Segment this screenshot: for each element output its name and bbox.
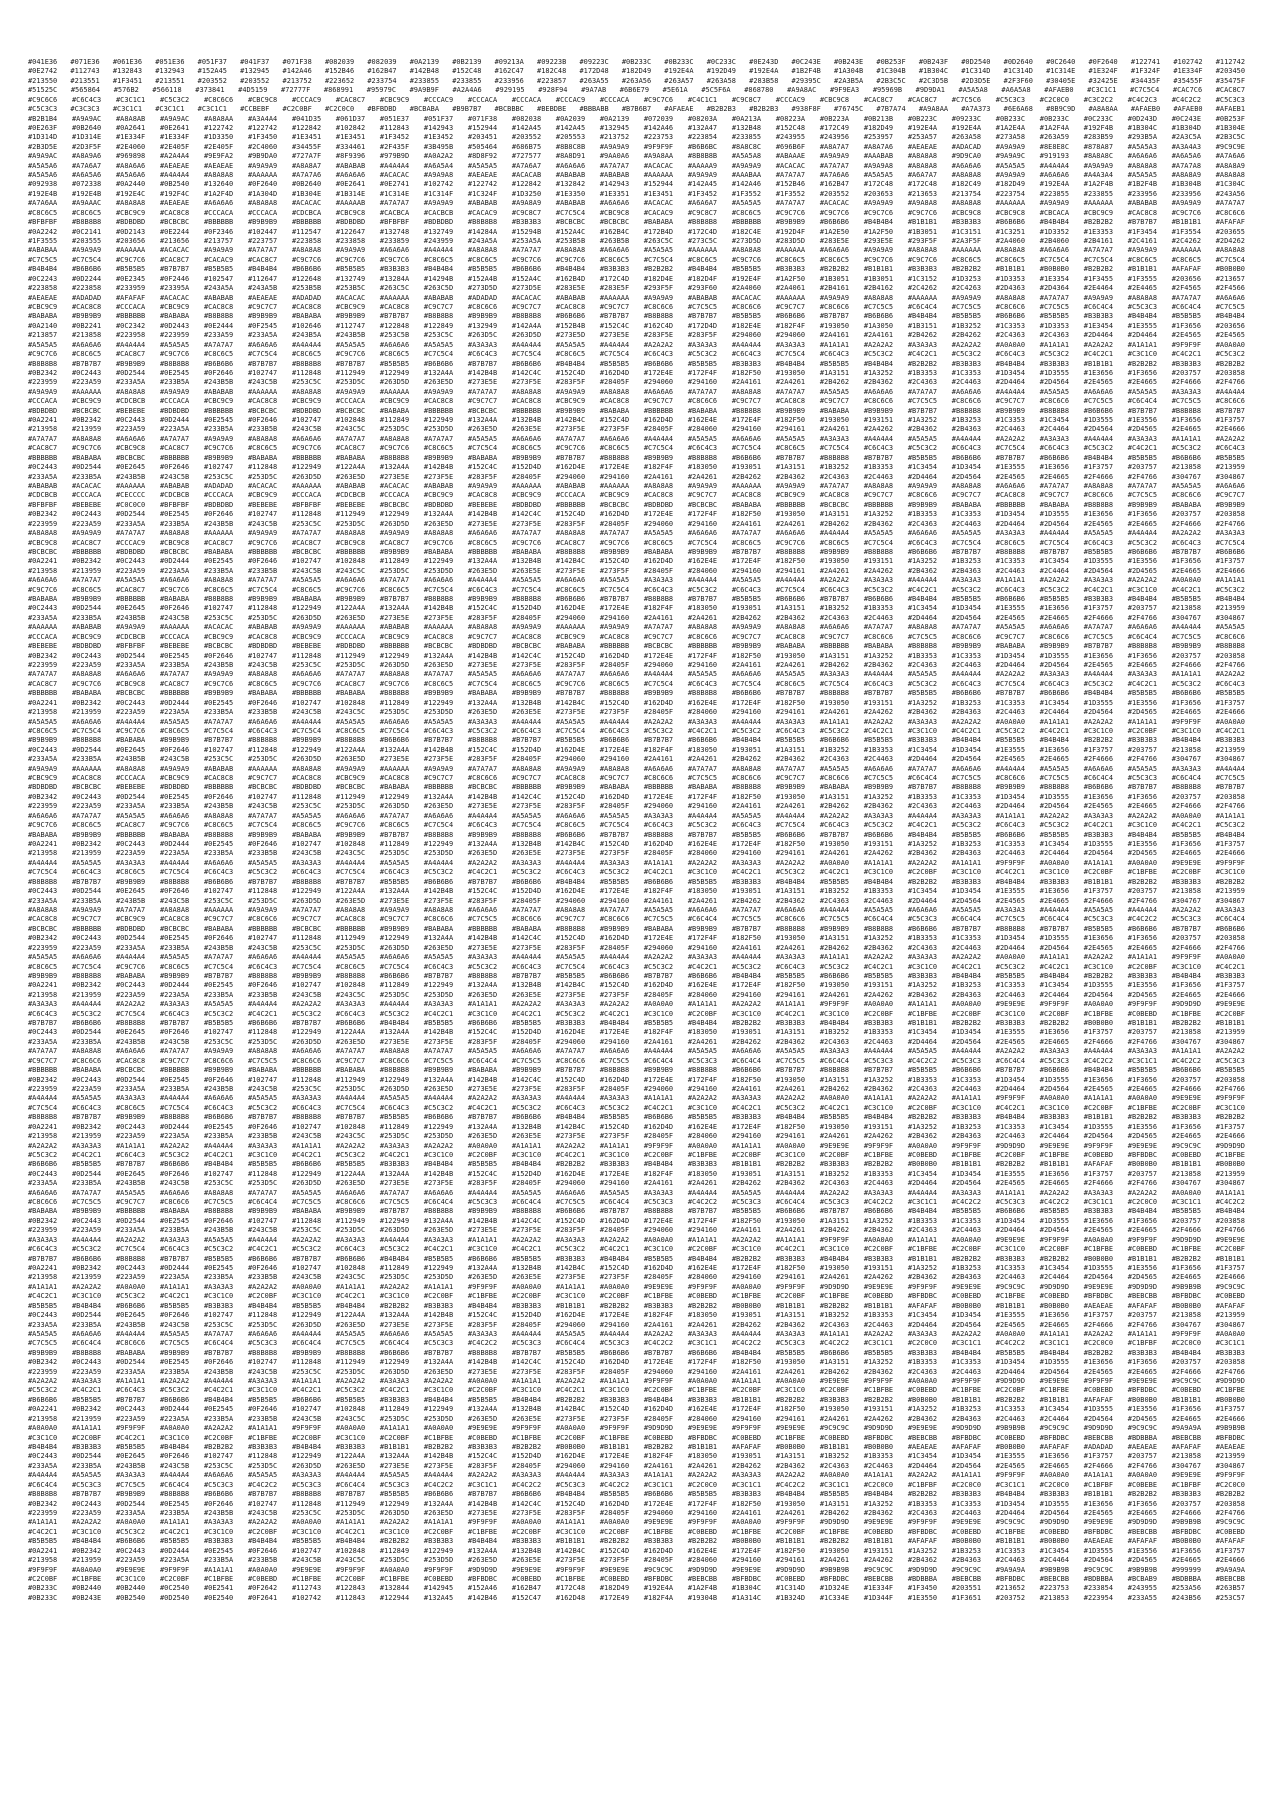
hex-code-line: #C8C6C5 #C7C5C4 #C9C7C6 #C8C6C5 #C7C5C4 #C6C4C3 #C7C5C4 #C8C6C5 #C7C5C4 #C6C4C3 #C5C3C2 #C6C4C3 #C7C5C4 #C6C4C3 #C5C3C2 #C4C2C1 #C5C3C2 #C6C4C3 #C5C3C2 #C4C2C1 #C3C1C0 #C4C2C1 #C5C3C2 #C4C2C1 #C3C1C0 #C2C0BF #C3C1C0 #C4C2C1: [28, 726, 1245, 735]
hex-code-line: #C9C6C6 #C6C4C3 #C3C1C1 #C5C3C2 #C8C6C6 #CBC9C8 #CCCAC9 #CAC8C7 #CBC9C9 #CCCAC9 #CCCACA #CCCACA #CCCAC9 #CCCACA #C9C7C6 #C4C1C1 #C9C8C7 #CCCAC9 #CBC9C8 #CAC8C7 #CAC8C7 #C7C5C6 #C5C3C3 #C2C0C0 #C3C2C2 #C4C2C3 #C4C2C2 #C5C3C3: [28, 95, 1245, 104]
hex-code-line: #223959 #223A59 #233A5A #233B5A #243B5B #243C5B #253C5C #253D5C #263D5D #263E5D #273E5E #273F5E #283F5F #28405F #294060 #294160 #2A4161 #2A4261 #2B4262 #2B4362 #2C4363 #2C4463 #2D4464 #2D4564 #2E4565 #2E4665 #2F4666 #2F4766: [28, 1084, 1245, 1093]
hex-code-line: #B6B6B6 #B5B5B5 #B7B7B7 #B6B6B6 #B4B4B4 #B5B5B5 #B6B6B6 #B5B5B5 #B3B3B3 #B4B4B4 #B5B5B5 #B4B4B4 #B2B2B2 #B3B3B3 #B4B4B4 #B3B3B3 #B1B1B1 #B2B2B2 #B3B3B3 #B2B2B2 #B0B0B0 #B1B1B1 #B2B2B2 #B1B1B1 #AFAFAF #B0B0B0 #B1B1B1 #B0B0B0: [28, 1395, 1245, 1404]
hex-code-line: #C4C2C1 #C3C1C0 #C5C3C2 #C4C2C1 #C3C1C0 #C2C0BF #C3C1C0 #C4C2C1 #C3C1C0 #C2C0BF #C1BFBE #C2C0BF #C3C1C0 #C2C0BF #C1BFBE #C0BEBD #C1BFBE #C2C0BF #C1BFBE #C0BEBD #BFBDBC #C0BEBD #C1BFBE #C0BEBD #BFBDBC #BEBCBB #BFBDBC #C0BEBD: [28, 1527, 1245, 1536]
hex-code-line: #C9C7C6 #C8C6C5 #CAC8C7 #C9C7C6 #C8C6C5 #C7C5C4 #C8C6C5 #C9C7C6 #C8C6C5 #C7C5C4 #C6C4C3 #C7C5C4 #C8C6C5 #C7C5C4 #C6C4C3 #C5C3C2 #C6C4C3 #C7C5C4 #C6C4C3 #C5C3C2 #C4C2C1 #C5C3C2 #C6C4C3 #C5C3C2 #C4C2C1 #C3C1C0 #C4C2C1 #C5C3C2: [28, 821, 1245, 830]
hex-code-line: #C3C1C0 #C2C0BF #C4C2C1 #C3C1C0 #C2C0BF #C1BFBE #C2C0BF #C3C1C0 #C2C0BF #C1BFBE #C0BEBD #C1BFBE #C2C0BF #C1BFBE #C0BEBD #BFBDBC #C0BEBD #C1BFBE #C0BEBD #BFBDBC #BEBCBB #BFBDBC #C0BEBD #BFBDBC #BEBCBB #BDBBBA #BEBCBB #BFBDBC: [28, 1433, 1245, 1442]
hex-code-line: #0B233C #0B2440 #0B2440 #0C2540 #0E2541 #0F2642 #112743 #122843 #132844 #142945 #152A46 #162B47 #172C48 #182D49 #192E4A #1A2F4B #1B304C #1C314D #1D324E #1E334F #1F3450 #203551 #213652 #223753 #233854 #243955 #253A56 #263B57: [28, 1584, 1245, 1593]
hex-code-line: #0C2443 #0D2544 #0E2645 #0F2646 #102747 #112848 #122949 #122A4A #132A4A #142B4B #152C4C #152D4D #162D4E #172E4E #182F4F #183050 #193051 #1A3151 #1B3252 #1B3353 #1C3454 #1D3454 #1E3555 #1E3656 #1F3757 #203757 #213858 #213959: [28, 1028, 1245, 1037]
hex-code-line: #0A2241 #0B2342 #0C2443 #0D2444 #0E2545 #0F2646 #102747 #102848 #112849 #122949 #132A4A #132B4B #142B4C #152C4D #162D4D #162E4E #172E4F #182F50 #193050 #193151 #1A3252 #1B3253 #1C3353 #1C3454 #1D3555 #1E3556 #1F3656 #1F3757: [28, 557, 1245, 566]
hex-code-line: #B4B4B4 #B6B6B6 #B5B5B5 #B7B7B7 #B5B5B5 #B4B4B4 #B6B6B6 #B5B5B5 #B3B3B3 #B4B4B4 #B5B5B5 #B6B6B6 #B4B4B4 #B3B3B3 #B2B2B2 #B4B4B4 #B5B5B5 #B3B3B3 #B2B2B2 #B1B1B1 #B3B3B3 #B2B2B2 #B1B1B1 #B0B0B0 #B2B2B2 #B1B1B1 #AFAFAF #B0B0B0: [28, 265, 1245, 274]
hex-code-line: #A5A5A5 #A6A6A6 #A4A4A4 #A5A5A5 #A7A7A7 #A6A6A6 #A4A4A4 #A5A5A5 #A6A6A6 #A5A5A5 #A3A3A3 #A4A4A4 #A5A5A5 #A4A4A4 #A2A2A2 #A3A3A3 #A4A4A4 #A3A3A3 #A1A1A1 #A2A2A2 #A3A3A3 #A2A2A2 #A0A0A0 #A1A1A1 #A2A2A2 #A1A1A1 #9F9F9F #A0A0A0: [28, 1329, 1245, 1338]
hex-code-line: #0A2241 #0B2342 #0C2443 #0D2444 #0E2545 #0F2646 #102747 #102848 #112849 #122949 #132A4A #132B4B #142B4C #152C4D #162D4D #162E4E #172E4F #182F50 #193050 #193151 #1A3252 #1B3253 #1C3353 #1C3454 #1D3555 #1E3556 #1F3656 #1F3757: [28, 840, 1245, 849]
hex-code-line: #B9B9B9 #B8B8B8 #BABABA #B9B9B9 #B7B7B7 #B8B8B8 #B9B9B9 #B8B8B8 #B6B6B6 #B7B7B7 #B8B8B8 #B7B7B7 #B5B5B5 #B6B6B6 #B7B7B7 #B6B6B6 #B4B4B4 #B5B5B5 #B6B6B6 #B5B5B5 #B3B3B3 #B4B4B4 #B5B5B5 #B4B4B4 #B2B2B2 #B3B3B3 #B4B4B4 #B3B3B3: [28, 1348, 1245, 1357]
hex-code-line: #CAC8C7 #C9C7C6 #CBC9C8 #CAC8C7 #C9C7C6 #C8C6C5 #C9C7C6 #CAC8C7 #C9C7C6 #C8C6C5 #C7C5C4 #C8C6C5 #C9C7C6 #C8C6C5 #C7C5C4 #C6C4C3 #C7C5C4 #C8C6C5 #C7C5C4 #C6C4C3 #C5C3C2 #C6C4C3 #C7C5C4 #C6C4C3 #C5C3C2 #C4C2C1 #C5C3C2 #C6C4C3: [28, 444, 1245, 453]
hex-code-line: #BCBCBC #BBBBBB #BDBDBD #BCBCBC #BABABA #BBBBBB #BCBCBC #BBBBBB #B9B9B9 #BABABA #BBBBBB #BABABA #B8B8B8 #B9B9B9 #BABABA #B9B9B9 #B7B7B7 #B8B8B8 #B9B9B9 #B8B8B8 #B6B6B6 #B7B7B7 #B8B8B8 #B7B7B7 #B5B5B5 #B6B6B6 #B7B7B7 #B6B6B6: [28, 547, 1245, 556]
hex-code-line: #C8C6C5 #C8C6C5 #CBC9C9 #CAC8C8 #CCCACA #CCCACA #CDCBCA #CBC9C8 #CACBCA #CACBCB #CACAC9 #C9C8C7 #C7C5C4 #CBC9C8 #CACAC9 #C9C8C7 #C8C6C5 #C9C7C6 #C9C7C6 #C9C7C6 #C9C7C6 #CBC9C8 #CBC9C8 #CBCACA #CBC9C9 #CAC8C8 #C9C7C6 #C8C6C6: [28, 208, 1245, 217]
hex-code-line: #A6A6A6 #A7A7A7 #A5A5A5 #A6A6A6 #A8A8A8 #A7A7A7 #A5A5A5 #A6A6A6 #A7A7A7 #A6A6A6 #A4A4A4 #A5A5A5 #A6A6A6 #A5A5A5 #A3A3A3 #A4A4A4 #A5A5A5 #A4A4A4 #A2A2A2 #A3A3A3 #A4A4A4 #A3A3A3 #A1A1A1 #A2A2A2 #A3A3A3 #A2A2A2 #A0A0A0 #A1A1A1: [28, 811, 1245, 820]
hex-code-line: #C8C6C6 #C7C5C5 #C9C7C7 #C8C6C6 #C7C5C5 #C6C4C4 #C7C5C5 #C8C6C6 #C7C5C5 #C6C4C4 #C5C3C3 #C6C4C4 #C7C5C5 #C6C4C4 #C5C3C3 #C4C2C2 #C5C3C3 #C6C4C4 #C5C3C3 #C4C2C2 #C3C1C1 #C4C2C2 #C5C3C3 #C4C2C2 #C3C1C1 #C2C0C0 #C3C1C1 #C4C2C2: [28, 1198, 1245, 1207]
hex-code-line: #CBC9C9 #CAC8C8 #CCCACA #CBC9C9 #CAC8C8 #C9C7C7 #CAC8C8 #CBC9C9 #CAC8C8 #C9C7C7 #C8C6C6 #C9C7C7 #CAC8C8 #C9C7C7 #C8C6C6 #C7C5C5 #C8C6C6 #C9C7C7 #C8C6C6 #C7C5C5 #C6C4C4 #C7C5C5 #C8C6C6 #C7C5C5 #C6C4C4 #C5C3C3 #C6C4C4 #C7C5C5: [28, 302, 1245, 311]
hex-code-line: #213958 #213959 #223A59 #223A5A #233B5A #233B5B #243C5B #243C5C #253D5C #253D5D #263E5D #263E5E #273F5E #273F5F #28405F #284060 #294160 #294161 #2A4261 #2A4262 #2B4362 #2B4363 #2C4463 #2C4464 #2D4564 #2D4565 #2E4665 #2E4666: [28, 1556, 1245, 1565]
hex-code-line: #C6C4C3 #C5C3C2 #C7C5C4 #C6C4C3 #C5C3C2 #C4C2C1 #C5C3C2 #C6C4C3 #C5C3C2 #C4C2C1 #C3C1C0 #C4C2C1 #C5C3C2 #C4C2C1 #C3C1C0 #C2C0BF #C3C1C0 #C4C2C1 #C3C1C0 #C2C0BF #C1BFBE #C2C0BF #C3C1C0 #C2C0BF #C1BFBE #C0BEBD #C1BFBE #C2C0BF: [28, 1009, 1245, 1018]
hex-code-line: #0A2241 #0B2342 #0C2443 #0D2444 #0E2545 #0F2646 #102747 #102848 #112849 #122949 #132A4A #132B4B #142B4C #152C4D #162D4D #162E4E #172E4F #182F50 #193050 #193151 #1A3252 #1B3253 #1C3353 #1C3454 #1D3555 #1E3556 #1F3656 #1F3757: [28, 1122, 1245, 1131]
hex-code-line: #A7A7A7 #A8A8A8 #A6A6A6 #A7A7A7 #A9A9A9 #A8A8A8 #A6A6A6 #A7A7A7 #A8A8A8 #A7A7A7 #A5A5A5 #A6A6A6 #A7A7A7 #A6A6A6 #A4A4A4 #A5A5A5 #A6A6A6 #A5A5A5 #A3A3A3 #A4A4A4 #A5A5A5 #A4A4A4 #A2A2A2 #A3A3A3 #A4A4A4 #A3A3A3 #A1A1A1 #A2A2A2: [28, 434, 1245, 443]
hex-code-line: #0C2443 #0D2544 #0E2645 #0F2646 #102747 #112848 #122949 #122A4A #132A4A #142B4B #152C4C #152D4D #162D4E #172E4E #182F4F #183050 #193051 #1A3151 #1B3252 #1B3353 #1C3454 #1D3454 #1E3555 #1E3656 #1F3757 #203757 #213858 #213959: [28, 1452, 1245, 1461]
hex-code-line: #A9A9A9 #AAAAAA #A8A8A8 #A9A9A9 #ABABAB #AAAAAA #A8A8A8 #A9A9A9 #AAAAAA #A9A9A9 #A7A7A7 #A8A8A8 #A9A9A9 #A8A8A8 #A6A6A6 #A7A7A7 #A8A8A8 #A7A7A7 #A5A5A5 #A6A6A6 #A7A7A7 #A6A6A6 #A4A4A4 #A5A5A5 #A6A6A6 #A5A5A5 #A3A3A3 #A4A4A4: [28, 764, 1245, 773]
hex-code-line: #B8B8B8 #B7B7B7 #B9B9B9 #B8B8B8 #B6B6B6 #B7B7B7 #B8B8B8 #B7B7B7 #B5B5B5 #B6B6B6 #B7B7B7 #B6B6B6 #B4B4B4 #B5B5B5 #B6B6B6 #B5B5B5 #B3B3B3 #B4B4B4 #B5B5B5 #B4B4B4 #B2B2B2 #B3B3B3 #B4B4B4 #B3B3B3 #B1B1B1 #B2B2B2 #B3B3B3 #B2B2B2: [28, 1113, 1245, 1122]
hex-code-line: #B8B8B8 #B7B7B7 #B9B9B9 #B8B8B8 #B6B6B6 #B7B7B7 #B8B8B8 #B7B7B7 #B5B5B5 #B6B6B6 #B7B7B7 #B6B6B6 #B4B4B4 #B5B5B5 #B6B6B6 #B5B5B5 #B3B3B3 #B4B4B4 #B5B5B5 #B4B4B4 #B2B2B2 #B3B3B3 #B4B4B4 #B3B3B3 #B1B1B1 #B2B2B2 #B3B3B3 #B2B2B2: [28, 877, 1245, 886]
hex-code-line: #A3A3A3 #A4A4A4 #A2A2A2 #A3A3A3 #A5A5A5 #A4A4A4 #A2A2A2 #A3A3A3 #A4A4A4 #A3A3A3 #A1A1A1 #A2A2A2 #A3A3A3 #A2A2A2 #A0A0A0 #A1A1A1 #A2A2A2 #A1A1A1 #9F9F9F #A0A0A0 #A1A1A1 #A0A0A0 #9E9E9E #9F9F9F #A0A0A0 #9F9F9F #9D9D9D #9E9E9E: [28, 1235, 1245, 1244]
hex-code-line: #B5B5B5 #B4B4B4 #B6B6B6 #B5B5B5 #B3B3B3 #B4B4B4 #B5B5B5 #B4B4B4 #B2B2B2 #B3B3B3 #B4B4B4 #B3B3B3 #B1B1B1 #B2B2B2 #B3B3B3 #B2B2B2 #B0B0B0 #B1B1B1 #B2B2B2 #B1B1B1 #AFAFAF #B0B0B0 #B1B1B1 #B0B0B0 #AEAEAE #AFAFAF #B0B0B0 #AFAFAF: [28, 1537, 1245, 1546]
hex-code-line: #BABABA #B9B9B9 #BBBBBB #BABABA #B8B8B8 #B9B9B9 #BABABA #B9B9B9 #B7B7B7 #B8B8B8 #B9B9B9 #B8B8B8 #B6B6B6 #B7B7B7 #B8B8B8 #B7B7B7 #B5B5B5 #B6B6B6 #B7B7B7 #B6B6B6 #B4B4B4 #B5B5B5 #B6B6B6 #B5B5B5 #B3B3B3 #B4B4B4 #B5B5B5 #B4B4B4: [28, 312, 1245, 321]
hex-code-line: #0B2342 #0C2443 #0D2544 #0E2545 #0F2646 #102747 #112848 #112949 #122949 #132A4A #142B4B #142C4C #152C4D #162D4D #172E4E #172F4F #182F50 #193050 #1A3151 #1A3252 #1B3353 #1C3353 #1D3454 #1D3555 #1E3656 #1F3656 #203757 #203858: [28, 934, 1245, 943]
hex-code-line: #C5C3C2 #C4C2C1 #C6C4C3 #C5C3C2 #C4C2C1 #C3C1C0 #C4C2C1 #C5C3C2 #C4C2C1 #C3C1C0 #C2C0BF #C3C1C0 #C4C2C1 #C3C1C0 #C2C0BF #C1BFBE #C2C0BF #C3C1C0 #C2C0BF #C1BFBE #C0BEBD #C1BFBE #C2C0BF #C1BFBE #C0BEBD #BFBDBC #C0BEBD #C1BFBE: [28, 1150, 1245, 1159]
hex-code-line: #CAC8C8 #C9C7C7 #CBC9C9 #CAC8C8 #C9C7C7 #C8C6C6 #C9C7C7 #CAC8C8 #C9C7C7 #C8C6C6 #C7C5C5 #C8C6C6 #C9C7C7 #C8C6C6 #C7C5C5 #C6C4C4 #C7C5C5 #C8C6C6 #C7C5C5 #C6C4C4 #C5C3C3 #C6C4C4 #C7C5C5 #C6C4C4 #C5C3C3 #C4C2C2 #C5C3C3 #C6C4C4: [28, 915, 1245, 924]
hex-code-line: #CDCBCB #CCCACA #CECCCC #CDCBCB #CCCACA #CBC9C9 #CCCACA #CDCBCB #CCCACA #CBC9C9 #CAC8C8 #CBC9C9 #CCCACA #CBC9C9 #CAC8C8 #C9C7C7 #CAC8C8 #CBC9C9 #CAC8C8 #C9C7C7 #C8C6C6 #C9C7C7 #CAC8C8 #C9C7C7 #C8C6C6 #C7C5C5 #C8C6C6 #C9C7C7: [28, 491, 1245, 500]
hex-color-code-text-block: [28, 58, 1245, 1742]
hex-code-line: #C9C7C7 #C8C6C6 #CAC8C8 #C9C7C7 #C8C6C6 #C7C5C5 #C8C6C6 #C9C7C7 #C8C6C6 #C7C5C5 #C6C4C4 #C7C5C5 #C8C6C6 #C7C5C5 #C6C4C4 #C5C3C3 #C6C4C4 #C7C5C5 #C6C4C4 #C5C3C3 #C4C2C2 #C5C3C3 #C6C4C4 #C5C3C3 #C4C2C2 #C3C1C1 #C4C2C2 #C5C3C3: [28, 1056, 1245, 1065]
hex-code-line: #041E36 #071E36 #061E36 #051E36 #051F37 #041F37 #071F38 #082039 #082039 #0A2139 #0B2139 #09213A #09223B #09223C #0B233C #0B233C #0C233C #0E243D #0C243E #0B243E #0B253F #0B243F #0D2540 #0D2640 #0C2640 #0F2640 #122741 #102742 #112742: [28, 58, 1245, 66]
hex-code-line: #233A5A #233B5A #243B5B #243C5B #253C5C #253D5C #263D5D #263E5D #273E5E #273F5E #283F5F #28405F #294060 #294160 #2A4161 #2A4261 #2B4262 #2B4362 #2C4363 #2C4463 #2D4464 #2D4564 #2E4565 #2E4665 #2F4666 #2F4766 #304767 #304867: [28, 472, 1245, 481]
hex-code-line: #A5A5A6 #A6A5A6 #A5A6A6 #A4A4A4 #A8A8A8 #AAAAAA #A7A7A6 #A6A6A6 #ACACAC #A9A9A8 #AEAEAE #ACACAB #ABABAB #ABABAB #AAAAAA #A9A9A9 #AAABAA #A7A7A7 #A7A6A6 #A5A5A5 #A6A7A7 #A8A8A8 #A9A9A9 #A6A6A6 #A4A3A4 #A5A5A5 #A8A8A9 #A8A8A8: [28, 171, 1245, 180]
hex-code-line: #BABABA #B9B9B9 #BBBBBB #BABABA #B8B8B8 #B9B9B9 #BABABA #B9B9B9 #B7B7B7 #B8B8B8 #B9B9B9 #B8B8B8 #B6B6B6 #B7B7B7 #B8B8B8 #B7B7B7 #B5B5B5 #B6B6B6 #B7B7B7 #B6B6B6 #B4B4B4 #B5B5B5 #B6B6B6 #B5B5B5 #B3B3B3 #B4B4B4 #B5B5B5 #B4B4B4: [28, 595, 1245, 604]
hex-code-line: #223959 #223A59 #233A5A #233B5A #243B5B #243C5B #253C5C #253D5C #263D5D #263E5D #273E5E #273F5E #283F5F #28405F #294060 #294160 #2A4161 #2A4261 #2B4262 #2B4362 #2C4363 #2C4463 #2D4464 #2D4564 #2E4565 #2E4665 #2F4666 #2F4766: [28, 1226, 1245, 1235]
hex-code-line: #0A2242 #0C2141 #0D2143 #0E2244 #0F2346 #102447 #112547 #122647 #132748 #132749 #14284A #15294B #152A4C #162B4C #172B4D #172C4D #182C4E #192D4F #1A2E50 #1A2F50 #1B3051 #1C3151 #1C3251 #1D3352 #1E3353 #1F3454 #1F3554 #203655: [28, 227, 1245, 236]
hex-code-line: #BBBBBB #BABABA #BCBCBC #BBBBBB #B9B9B9 #BABABA #BBBBBB #BABABA #B8B8B8 #B9B9B9 #BABABA #B9B9B9 #B7B7B7 #B8B8B8 #B9B9B9 #B8B8B8 #B6B6B6 #B7B7B7 #B8B8B8 #B7B7B7 #B5B5B5 #B6B6B6 #B7B7B7 #B6B6B6 #B4B4B4 #B5B5B5 #B6B6B6 #B5B5B5: [28, 453, 1245, 462]
hex-code-line: #192E4B #192E4B #192E4C #192F4C #1A2F4D #1A304D #1B304E #1B314E #1C314E #1C314F #1C324F #1D3250 #1E3350 #1E3351 #1E3451 #1F3452 #1F3552 #1F3552 #203552 #203653 #213653 #213754 #223754 #223855 #233855 #233956 #233956 #243A56: [28, 189, 1245, 198]
hex-code-line: #223959 #223A59 #233A5A #233B5A #243B5B #243C5B #253C5C #253D5C #263D5D #263E5D #273E5E #273F5E #283F5F #28405F #294060 #294160 #2A4161 #2A4261 #2B4262 #2B4362 #2C4363 #2C4463 #2D4464 #2D4564 #2E4565 #2E4665 #2F4666 #2F4766: [28, 943, 1245, 952]
hex-code-line: #A8A8A8 #A9A9A9 #A7A7A7 #A8A8A8 #AAAAAA #A9A9A9 #A7A7A7 #A8A8A8 #A9A9A9 #A8A8A8 #A6A6A6 #A7A7A7 #A8A8A8 #A7A7A7 #A5A5A5 #A6A6A6 #A7A7A7 #A6A6A6 #A4A4A4 #A5A5A5 #A6A6A6 #A5A5A5 #A3A3A3 #A4A4A4 #A5A5A5 #A4A4A4 #A2A2A2 #A3A3A3: [28, 529, 1245, 538]
hex-code-line: #0B2342 #0C2443 #0D2544 #0E2545 #0F2646 #102747 #112848 #112949 #122949 #132A4A #142B4B #142C4C #152C4D #162D4D #172E4E #172F4F #182F50 #193050 #1A3151 #1A3252 #1B3353 #1C3353 #1D3454 #1D3555 #1E3656 #1F3656 #203757 #203858: [28, 1499, 1245, 1508]
hex-code-line: #CBC9C8 #CAC8C7 #CCCAC9 #CBC9C8 #CAC8C7 #C9C7C6 #CAC8C7 #CBC9C8 #CAC8C7 #C9C7C6 #C8C6C5 #C9C7C6 #CAC8C7 #C9C7C6 #C8C6C5 #C7C5C4 #C8C6C5 #C9C7C6 #C8C6C5 #C7C5C4 #C6C4C3 #C7C5C4 #C8C6C5 #C7C5C4 #C6C4C3 #C5C3C2 #C6C4C3 #C7C5C4: [28, 538, 1245, 547]
hex-code-line: #213857 #213858 #223958 #223959 #233A59 #233A5A #243B5A #243B5B #253C5B #253C5C #263D5C #263D5D #273E5D #273E5E #283F5E #283F5F #294060 #294060 #2A4161 #2A4161 #2B4262 #2B4262 #2C4363 #2C4363 #2D4464 #2D4464 #2E4565 #2E4565: [28, 331, 1245, 340]
hex-code-line: #223959 #223A59 #233A5A #233B5A #243B5B #243C5B #253C5C #253D5C #263D5D #263E5D #273E5E #273F5E #283F5F #28405F #294060 #294160 #2A4161 #2A4261 #2B4262 #2B4362 #2C4363 #2C4463 #2D4464 #2D4564 #2E4565 #2E4665 #2F4666 #2F4766: [28, 1367, 1245, 1376]
hex-code-line: #1F3555 #203555 #203656 #213656 #213757 #223757 #223858 #233858 #233859 #243959 #243A5A #253A5A #253B5B #263B5B #263C5C #273C5C #273D5D #283D5D #283E5E #293E5E #293F5F #2A3F5F #2A4060 #2B4060 #2B4161 #2C4161 #2C4262 #2D4262: [28, 237, 1245, 246]
hex-code-line: #C2C0BF #C1BFBE #C3C1C0 #C2C0BF #C1BFBE #C0BEBD #C1BFBE #C2C0BF #C1BFBE #C0BEBD #BFBDBC #C0BEBD #C1BFBE #C0BEBD #BFBDBC #BEBCBB #BFBDBC #C0BEBD #BFBDBC #BEBCBB #BDBBBA #BEBCBB #BFBDBC #BEBCBB #BDBBBA #BCBAB9 #BDBBBA #BEBCBB: [28, 1574, 1245, 1583]
hex-code-line: #BCBCBC #BBBBBB #BDBDBD #BCBCBC #BABABA #BBBBBB #BCBCBC #BBBBBB #B9B9B9 #BABABA #BBBBBB #BABABA #B8B8B8 #B9B9B9 #BABABA #B9B9B9 #B7B7B7 #B8B8B8 #B9B9B9 #B8B8B8 #B6B6B6 #B7B7B7 #B8B8B8 #B7B7B7 #B5B5B5 #B6B6B6 #B7B7B7 #B6B6B6: [28, 924, 1245, 933]
hex-code-line: #0A2241 #0B2342 #0C2443 #0D2444 #0E2545 #0F2646 #102747 #102848 #112849 #122949 #132A4A #132B4B #142B4C #152C4D #162D4D #162E4E #172E4F #182F50 #193050 #193151 #1A3252 #1B3253 #1C3353 #1C3454 #1D3555 #1E3556 #1F3656 #1F3757: [28, 1405, 1245, 1414]
hex-code-line: #213958 #213959 #223A59 #223A5A #233B5A #233B5B #243C5B #243C5C #253D5C #253D5D #263E5D #263E5E #273F5E #273F5F #28405F #284060 #294160 #294161 #2A4261 #2A4262 #2B4362 #2B4363 #2C4463 #2C4464 #2D4564 #2D4565 #2E4665 #2E4666: [28, 1132, 1245, 1141]
hex-code-line: #0B2342 #0C2443 #0D2544 #0E2545 #0F2646 #102747 #112848 #112949 #122949 #132A4A #142B4B #142C4C #152C4D #162D4D #172E4E #172F4F #182F50 #193050 #1A3151 #1A3252 #1B3353 #1C3353 #1D3454 #1D3555 #1E3656 #1F3656 #203757 #203858: [28, 651, 1245, 660]
hex-code-line: #0C2243 #0D2244 #0E2345 #0F2446 #102547 #112647 #122648 #132749 #13284A #14294B #152A4B #152A4C #162B4D #172C4D #182D4E #182D4F #192E4F #1A2F50 #1B3051 #1B3051 #1C3152 #1D3253 #1D3353 #1E3354 #1F3455 #1F3555 #203656 #213657: [28, 274, 1245, 283]
hex-code-line: #A9A9AC #A8A9A6 #969898 #A2A4A4 #9E9FA2 #9B9DA0 #727A7F #8F9396 #979B9D #A0A2A2 #8D8F92 #727577 #8A8D91 #9AA0A6 #A9A8AA #8B8B8B #A5A5A8 #ABAAAE #A9A9A9 #AAABAB #A8A8A8 #9D9CA0 #9A9A9C #919193 #8A8A8C #A6A6A6 #A6A5A6 #A7A6A6: [28, 152, 1245, 161]
hex-code-line: #213958 #213959 #223A59 #223A5A #233B5A #233B5B #243C5B #243C5C #253D5C #253D5D #263E5D #263E5E #273F5E #273F5F #28405F #284060 #294160 #294161 #2A4261 #2A4262 #2B4362 #2B4363 #2C4463 #2C4464 #2D4564 #2D4565 #2E4665 #2E4666: [28, 708, 1245, 717]
hex-code-line: #A3A3A3 #A4A4A4 #A2A2A2 #A3A3A3 #A5A5A5 #A4A4A4 #A2A2A2 #A3A3A3 #A4A4A4 #A3A3A3 #A1A1A1 #A2A2A2 #A3A3A3 #A2A2A2 #A0A0A0 #A1A1A1 #A2A2A2 #A1A1A1 #9F9F9F #A0A0A0 #A1A1A1 #A0A0A0 #9E9E9E #9F9F9F #A0A0A0 #9F9F9F #9D9D9D #9E9E9E: [28, 1000, 1245, 1009]
hex-code-line: #213958 #213959 #223A59 #223A5A #233B5A #233B5B #243C5B #243C5C #253D5C #253D5D #263E5D #263E5E #273F5E #273F5F #28405F #284060 #294160 #294161 #2A4261 #2A4262 #2B4362 #2B4363 #2C4463 #2C4464 #2D4564 #2D4565 #2E4665 #2E4666: [28, 1273, 1245, 1282]
hex-code-line: #BABABA #B9B9B9 #BBBBBB #BABABA #B8B8B8 #B9B9B9 #BABABA #B9B9B9 #B7B7B7 #B8B8B8 #B9B9B9 #B8B8B8 #B6B6B6 #B7B7B7 #B8B8B8 #B7B7B7 #B5B5B5 #B6B6B6 #B7B7B7 #B6B6B6 #B4B4B4 #B5B5B5 #B6B6B6 #B5B5B5 #B3B3B3 #B4B4B4 #B5B5B5 #B4B4B4: [28, 1207, 1245, 1216]
hex-code-line: #B4B4B4 #B3B3B3 #B5B5B5 #B4B4B4 #B2B2B2 #B3B3B3 #B4B4B4 #B3B3B3 #B1B1B1 #B2B2B2 #B3B3B3 #B2B2B2 #B0B0B0 #B1B1B1 #B2B2B2 #B1B1B1 #AFAFAF #B0B0B0 #B1B1B1 #B0B0B0 #AEAEAE #AFAFAF #B0B0B0 #AFAFAF #ADADAD #AEAEAE #AFAFAF #AEAEAE: [28, 1443, 1245, 1452]
hex-code-line: #223959 #223A59 #233A5A #233B5A #243B5B #243C5B #253C5C #253D5C #263D5D #263E5D #273E5E #273F5E #283F5F #28405F #294060 #294160 #2A4161 #2A4261 #2B4262 #2B4362 #2C4363 #2C4463 #2D4464 #2D4564 #2E4565 #2E4665 #2F4666 #2F4766: [28, 378, 1245, 387]
hex-code-line: #0B233C #0B243E #0B2540 #0D2540 #0E2540 #0F2641 #102742 #112843 #122944 #132A45 #142B46 #152C47 #162D48 #172E49 #182F4A #19304B #1A314C #1B324D #1C334E #1D344F #1E3550 #1F3651 #203752 #213853 #223954 #233A55 #243B56 #253C57: [28, 1593, 1245, 1602]
hex-code-line: #0E263F #0B2640 #0A2641 #0E2641 #122742 #122742 #122842 #102842 #112843 #142943 #152944 #142A45 #142A45 #132945 #142A46 #132A47 #132B48 #152C48 #172C49 #182D49 #192E4A #192E4A #1A2E4A #1A2F4A #192F4B #1B304C #1B304D #1B304E: [28, 123, 1245, 132]
hex-code-line: #B6B6B6 #B5B5B5 #B7B7B7 #B6B6B6 #B4B4B4 #B5B5B5 #B6B6B6 #B5B5B5 #B3B3B3 #B4B4B4 #B5B5B5 #B4B4B4 #B2B2B2 #B3B3B3 #B4B4B4 #B3B3B3 #B1B1B1 #B2B2B2 #B3B3B3 #B2B2B2 #B0B0B0 #B1B1B1 #B2B2B2 #B1B1B1 #AFAFAF #B0B0B0 #B1B1B1 #B0B0B0: [28, 1160, 1245, 1169]
hex-code-line: #0E2742 #112743 #132843 #132943 #152A45 #132945 #142A46 #152B46 #162B47 #142B48 #152C48 #162C47 #182C48 #172D48 #182D49 #192E4A #192D49 #192E4A #1B2F4B #1A304B #1C304B #1B304C #1C314D #1C314D #1C314E #1E324F #1F324F #1E334F #203450: [28, 67, 1245, 76]
hex-code-line: #A2A2A2 #A3A3A3 #A1A1A1 #A2A2A2 #A4A4A4 #A3A3A3 #A1A1A1 #A2A2A2 #A3A3A3 #A2A2A2 #A0A0A0 #A1A1A1 #A2A2A2 #A1A1A1 #9F9F9F #A0A0A0 #A1A1A1 #A0A0A0 #9E9E9E #9F9F9F #A0A0A0 #9F9F9F #9D9D9D #9E9E9E #9F9F9F #9E9E9E #9C9C9C #9D9D9D: [28, 1141, 1245, 1150]
hex-code-line: #CCCACA #CBC9C9 #CDCBCB #CCCACA #CBC9C9 #CAC8C8 #CBC9C9 #CCCACA #CBC9C9 #CAC8C8 #C9C7C7 #CAC8C8 #CBC9C9 #CAC8C8 #C9C7C7 #C8C6C6 #C9C7C7 #CAC8C8 #C9C7C7 #C8C6C6 #C7C5C5 #C8C6C6 #C9C7C7 #C8C6C6 #C7C5C5 #C6C4C4 #C7C5C5 #C8C6C6: [28, 397, 1245, 406]
hex-code-line: #BFBFBF #B8B8B8 #BDBDBD #BCBCBC #BBBBBB #B9B9B9 #BBBBBB #BDBDBD #BFBFBF #BDBDBD #B8B8B8 #B3B3B3 #BCBCBC #BCBCBC #BABABA #B8B8B8 #BBBBBB #B9B9B9 #B6B6B6 #B4B4B4 #B1B1B1 #B3B3B3 #B6B6B6 #B4B4B4 #B2B2B2 #B7B7B7 #B1B1B1 #AFAFAF: [28, 218, 1245, 227]
hex-code-line: #C9C7C6 #C8C6C5 #CAC8C7 #C9C7C6 #C8C6C5 #C7C5C4 #C8C6C5 #C9C7C6 #C8C6C5 #C7C5C4 #C6C4C3 #C7C5C4 #C8C6C5 #C7C5C4 #C6C4C3 #C5C3C2 #C6C4C3 #C7C5C4 #C6C4C3 #C5C3C2 #C4C2C1 #C5C3C2 #C6C4C3 #C5C3C2 #C4C2C1 #C3C1C0 #C4C2C1 #C5C3C2: [28, 585, 1245, 594]
hex-code-line: #A6A6A6 #A7A7A7 #A5A5A5 #A6A6A6 #A8A8A8 #A7A7A7 #A5A5A5 #A6A6A6 #A7A7A7 #A6A6A6 #A4A4A4 #A5A5A5 #A6A6A6 #A5A5A5 #A3A3A3 #A4A4A4 #A5A5A5 #A4A4A4 #A2A2A2 #A3A3A3 #A4A4A4 #A3A3A3 #A1A1A1 #A2A2A2 #A3A3A3 #A2A2A2 #A0A0A0 #A1A1A1: [28, 576, 1245, 585]
hex-code-line: #B9B9B9 #B8B8B8 #BABABA #B9B9B9 #B7B7B7 #B8B8B8 #B9B9B9 #B8B8B8 #B6B6B6 #B7B7B7 #B8B8B8 #B7B7B7 #B5B5B5 #B6B6B6 #B7B7B7 #B6B6B6 #B4B4B4 #B5B5B5 #B6B6B6 #B5B5B5 #B3B3B3 #B4B4B4 #B5B5B5 #B4B4B4 #B2B2B2 #B3B3B3 #B4B4B4 #B3B3B3: [28, 971, 1245, 980]
hex-code-line: #213958 #213959 #223A59 #223A5A #233B5A #233B5B #243C5B #243C5C #253D5C #253D5D #263E5D #263E5E #273F5E #273F5F #28405F #284060 #294160 #294161 #2A4261 #2A4262 #2B4362 #2B4363 #2C4463 #2C4464 #2D4564 #2D4565 #2E4665 #2E4666: [28, 566, 1245, 575]
hex-code-line: #0B2342 #0C2443 #0D2544 #0E2545 #0F2646 #102747 #112848 #112949 #122949 #132A4A #142B4B #142C4C #152C4D #162D4D #172E4E #172F4F #182F50 #193050 #1A3151 #1A3252 #1B3353 #1C3353 #1D3454 #1D3555 #1E3656 #1F3656 #203757 #203858: [28, 510, 1245, 519]
hex-code-line: #A1A1A1 #A2A2A2 #A0A0A0 #A1A1A1 #A3A3A3 #A2A2A2 #A0A0A0 #A1A1A1 #A2A2A2 #A1A1A1 #9F9F9F #A0A0A0 #A1A1A1 #A0A0A0 #9E9E9E #9F9F9F #A0A0A0 #9F9F9F #9D9D9D #9E9E9E #9F9F9F #9E9E9E #9C9C9C #9D9D9D #9E9E9E #9D9D9D #9B9B9B #9C9C9C: [28, 1282, 1245, 1291]
hex-code-line: #233A5A #233B5A #243B5B #243C5B #253C5C #253D5C #263D5D #263E5D #273E5E #273F5E #283F5F #28405F #294060 #294160 #2A4161 #2A4261 #2B4262 #2B4362 #2C4363 #2C4463 #2D4464 #2D4564 #2E4565 #2E4665 #2F4666 #2F4766 #304767 #304867: [28, 755, 1245, 764]
hex-code-line: #A4A4A4 #A5A5A5 #A3A3A3 #A4A4A4 #A6A6A6 #A5A5A5 #A3A3A3 #A4A4A4 #A5A5A5 #A4A4A4 #A2A2A2 #A3A3A3 #A4A4A4 #A3A3A3 #A1A1A1 #A2A2A2 #A3A3A3 #A2A2A2 #A0A0A0 #A1A1A1 #A2A2A2 #A1A1A1 #9F9F9F #A0A0A0 #A1A1A1 #A0A0A0 #9E9E9E #9F9F9F: [28, 1094, 1245, 1103]
hex-code-line: #0C2443 #0D2544 #0E2645 #0F2646 #102747 #112848 #122949 #122A4A #132A4A #142B4B #152C4C #152D4D #162D4E #172E4E #182F4F #183050 #193051 #1A3151 #1B3252 #1B3353 #1C3454 #1D3454 #1E3555 #1E3656 #1F3757 #203757 #213858 #213959: [28, 604, 1245, 613]
hex-code-line: #B2B1B4 #A9A9AC #A8A8AB #A9A9AC #A8A8AA #A3A4A4 #041D35 #061D37 #051E37 #051F37 #071F38 #082038 #0A2039 #0A2139 #072039 #08203A #0A213A #08223A #0B223A #0B213B #0B223C #09233C #0B233C #0B233C #0C233C #0D243D #0C243E #0B253F: [28, 114, 1245, 123]
hex-code-line: #0C2443 #0D2544 #0E2645 #0F2646 #102747 #112848 #122949 #122A4A #132A4A #142B4B #152C4C #152D4D #162D4E #172E4E #182F4F #183050 #193051 #1A3151 #1B3252 #1B3353 #1C3454 #1D3454 #1E3555 #1E3656 #1F3757 #203757 #213858 #213959: [28, 1169, 1245, 1178]
hex-code-line: #223959 #223A59 #233A5A #233B5A #243B5B #243C5B #253C5C #253D5C #263D5D #263E5D #273E5E #273F5E #283F5F #28405F #294060 #294160 #2A4161 #2A4261 #2B4262 #2B4362 #2C4363 #2C4463 #2D4464 #2D4564 #2E4565 #2E4665 #2F4666 #2F4766: [28, 661, 1245, 669]
hex-code-line: #213550 #213551 #1F3451 #213551 #203552 #203552 #213752 #223652 #233754 #233855 #233855 #233956 #223857 #263A55 #263A56 #263A57 #263A58 #283B58 #29395C #2A3B5A #2B3C5C #2C3D5B #2D3D5E #2F3F60 #30405E #32425E #34435F #35455F #35475F: [28, 76, 1245, 85]
hex-code-line: #BBBBBB #BABABA #BCBCBC #BBBBBB #B9B9B9 #BABABA #BBBBBB #BABABA #B8B8B8 #B9B9B9 #BABABA #B9B9B9 #B7B7B7 #B8B8B8 #B9B9B9 #B8B8B8 #B6B6B6 #B7B7B7 #B8B8B8 #B7B7B7 #B5B5B5 #B6B6B6 #B7B7B7 #B6B6B6 #B4B4B4 #B5B5B5 #B6B6B6 #B5B5B5: [28, 1066, 1245, 1075]
hex-code-line: #BFBFBF #BEBEBE #C0C0C0 #BFBFBF #BDBDBD #BEBEBE #BFBFBF #BEBEBE #BCBCBC #BDBDBD #BEBEBE #BDBDBD #BBBBBB #BCBCBC #BDBDBD #BCBCBC #BABABA #BBBBBB #BCBCBC #BBBBBB #B9B9B9 #BABABA #BBBBBB #BABABA #B8B8B8 #B9B9B9 #BABABA #B9B9B9: [28, 500, 1245, 509]
hex-code-line: #0B2342 #0C2443 #0D2544 #0E2545 #0F2646 #102747 #112848 #112949 #122949 #132A4A #142B4B #142C4C #152C4D #162D4D #172E4E #172F4F #182F50 #193050 #1A3151 #1A3252 #1B3353 #1C3353 #1D3454 #1D3555 #1E3656 #1F3656 #203757 #203858: [28, 1216, 1245, 1225]
hex-code-line: #A4A4A4 #A5A5A5 #A3A3A3 #A4A4A4 #A6A6A6 #A5A5A5 #A3A3A3 #A4A4A4 #A5A5A5 #A4A4A4 #A2A2A2 #A3A3A3 #A4A4A4 #A3A3A3 #A1A1A1 #A2A2A2 #A3A3A3 #A2A2A2 #A0A0A0 #A1A1A1 #A2A2A2 #A1A1A1 #9F9F9F #A0A0A0 #A1A1A1 #A0A0A0 #9E9E9E #9F9F9F: [28, 1471, 1245, 1480]
hex-code-line: #233A5A #233B5A #243B5B #243C5B #253C5C #253D5C #263D5D #263E5D #273E5E #273F5E #283F5F #28405F #294060 #294160 #2A4161 #2A4261 #2B4262 #2B4362 #2C4363 #2C4463 #2D4464 #2D4564 #2E4565 #2E4665 #2F4666 #2F4766 #304767 #304867: [28, 613, 1245, 622]
hex-code-line: #0A2241 #0B2342 #0C2443 #0D2444 #0E2545 #0F2646 #102747 #102848 #112849 #122949 #132A4A #132B4B #142B4C #152C4D #162D4D #162E4E #172E4F #182F50 #193050 #193151 #1A3252 #1B3253 #1C3353 #1C3454 #1D3555 #1E3556 #1F3656 #1F3757: [28, 416, 1245, 425]
hex-code-line: #C7C5C4 #C6C4C3 #C8C6C5 #C7C5C4 #C6C4C3 #C5C3C2 #C6C4C3 #C7C5C4 #C6C4C3 #C5C3C2 #C4C2C1 #C5C3C2 #C6C4C3 #C5C3C2 #C4C2C1 #C3C1C0 #C4C2C1 #C5C3C2 #C4C2C1 #C3C1C0 #C2C0BF #C3C1C0 #C4C2C1 #C3C1C0 #C2C0BF #C1BFBE #C2C0BF #C3C1C0: [28, 868, 1245, 877]
hex-code-line: #233A5A #233B5A #243B5B #243C5B #253C5C #253D5C #263D5D #263E5D #273E5E #273F5E #283F5F #28405F #294060 #294160 #2A4161 #2A4261 #2B4262 #2B4362 #2C4363 #2C4463 #2D4464 #2D4564 #2E4565 #2E4665 #2F4666 #2F4766 #304767 #304867: [28, 896, 1245, 905]
hex-code-line: #0C2443 #0D2544 #0E2645 #0F2646 #102747 #112848 #122949 #122A4A #132A4A #142B4B #152C4C #152D4D #162D4E #172E4E #182F4F #183050 #193051 #1A3151 #1B3252 #1B3353 #1C3454 #1D3454 #1E3555 #1E3656 #1F3757 #203757 #213858 #213959: [28, 887, 1245, 896]
hex-code-line: #0C2443 #0D2544 #0E2645 #0F2646 #102747 #112848 #122949 #122A4A #132A4A #142B4B #152C4C #152D4D #162D4E #172E4E #182F4F #183050 #193051 #1A3151 #1B3252 #1B3353 #1C3454 #1D3454 #1E3555 #1E3656 #1F3757 #203757 #213858 #213959: [28, 745, 1245, 754]
hex-code-line: #233A5A #233B5A #243B5B #243C5B #253C5C #253D5C #263D5D #263E5D #273E5E #273F5E #283F5F #28405F #294060 #294160 #2A4161 #2A4261 #2B4262 #2B4362 #2C4363 #2C4463 #2D4464 #2D4564 #2E4565 #2E4665 #2F4666 #2F4766 #304767 #304867: [28, 1320, 1245, 1329]
hex-code-line: #213958 #213959 #223A59 #223A5A #233B5A #233B5B #243C5B #243C5C #253D5C #253D5D #263E5D #263E5E #273F5E #273F5F #28405F #284060 #294160 #294161 #2A4261 #2A4262 #2B4362 #2B4363 #2C4463 #2C4464 #2D4564 #2D4565 #2E4665 #2E4666: [28, 1414, 1245, 1423]
hex-code-line: #C8C6C5 #C7C5C4 #C9C7C6 #C8C6C5 #C7C5C4 #C6C4C3 #C7C5C4 #C8C6C5 #C7C5C4 #C6C4C3 #C5C3C2 #C6C4C3 #C7C5C4 #C6C4C3 #C5C3C2 #C4C2C1 #C5C3C2 #C6C4C3 #C5C3C2 #C4C2C1 #C3C1C0 #C4C2C1 #C5C3C2 #C4C2C1 #C3C1C0 #C2C0BF #C3C1C0 #C4C2C1: [28, 962, 1245, 971]
hex-code-line: #223858 #223858 #233959 #23395A #243A5A #243A5B #253B5B #253B5C #263C5C #263C5D #273D5D #273D5E #283E5E #283E5F #293F5F #293F60 #2A4060 #2A4061 #2B4161 #2B4162 #2C4262 #2C4263 #2D4363 #2D4364 #2E4464 #2E4465 #2F4565 #2F4566: [28, 284, 1245, 293]
hex-code-line: #BABABA #B9B9B9 #BBBBBB #BABABA #B8B8B8 #B9B9B9 #BABABA #B9B9B9 #B7B7B7 #B8B8B8 #B9B9B9 #B8B8B8 #B6B6B6 #B7B7B7 #B8B8B8 #B7B7B7 #B5B5B5 #B6B6B6 #B7B7B7 #B6B6B6 #B4B4B4 #B5B5B5 #B6B6B6 #B5B5B5 #B3B3B3 #B4B4B4 #B5B5B5 #B4B4B4: [28, 830, 1245, 839]
hex-code-line: #092938 #072338 #0A2440 #0B2540 #132640 #0F2640 #0B2640 #0E2641 #0E2741 #102742 #122742 #122842 #132842 #142943 #152944 #142A45 #142A46 #152B46 #162B47 #172C48 #172C48 #182C49 #182D49 #192E4A #1A2F4B #1B2F4B #1B304B #1C304C: [28, 180, 1245, 189]
hex-code-line: #ABABAB #ACACAC #AAAAAA #ABABAB #ADADAD #ACACAC #AAAAAA #ABABAB #ACACAC #ABABAB #A9A9A9 #AAAAAA #ABABAB #AAAAAA #A8A8A8 #A9A9A9 #AAAAAA #A9A9A9 #A7A7A7 #A8A8A8 #A9A9A9 #A8A8A8 #A6A6A6 #A7A7A7 #A8A8A8 #A7A7A7 #A5A5A5 #A6A6A6: [28, 481, 1245, 490]
hex-code-line: #B8B8B8 #B7B7B7 #B9B9B9 #B8B8B8 #B6B6B6 #B7B7B7 #B8B8B8 #B7B7B7 #B5B5B5 #B6B6B6 #B7B7B7 #B6B6B6 #B4B4B4 #B5B5B5 #B6B6B6 #B5B5B5 #B3B3B3 #B4B4B4 #B5B5B5 #B4B4B4 #B2B2B2 #B3B3B3 #B4B4B4 #B3B3B3 #B1B1B1 #B2B2B2 #B3B3B3 #B2B2B2: [28, 1490, 1245, 1499]
hex-code-line: #0A2241 #0B2342 #0C2443 #0D2444 #0E2545 #0F2646 #102747 #102848 #112849 #122949 #132A4A #132B4B #142B4C #152C4D #162D4D #162E4E #172E4F #182F50 #193050 #193151 #1A3252 #1B3253 #1C3353 #1C3454 #1D3555 #1E3556 #1F3656 #1F3757: [28, 698, 1245, 707]
hex-code-line: #0B2342 #0C2443 #0D2544 #0E2545 #0F2646 #102747 #112848 #112949 #122949 #132A4A #142B4B #142C4C #152C4D #162D4D #172E4E #172F4F #182F50 #193050 #1A3151 #1A3252 #1B3353 #1C3353 #1D3454 #1D3555 #1E3656 #1F3656 #203757 #203858: [28, 1075, 1245, 1084]
hex-code-line: #B9B9B9 #B8B8B8 #BABABA #B9B9B9 #B7B7B7 #B8B8B8 #B9B9B9 #B8B8B8 #B6B6B6 #B7B7B7 #B8B8B8 #B7B7B7 #B5B5B5 #B6B6B6 #B7B7B7 #B6B6B6 #B4B4B4 #B5B5B5 #B6B6B6 #B5B5B5 #B3B3B3 #B4B4B4 #B5B5B5 #B4B4B4 #B2B2B2 #B3B3B3 #B4B4B4 #B3B3B3: [28, 736, 1245, 745]
hex-code-line: #A9A9A9 #AAAAAA #A8A8A8 #A9A9A9 #ABABAB #AAAAAA #A8A8A8 #A9A9A9 #AAAAAA #A9A9A9 #A7A7A7 #A8A8A8 #A9A9A9 #A8A8A8 #A6A6A6 #A7A7A7 #A8A8A8 #A7A7A7 #A5A5A5 #A6A6A6 #A7A7A7 #A6A6A6 #A4A4A4 #A5A5A5 #A6A6A6 #A5A5A5 #A3A3A3 #A4A4A4: [28, 387, 1245, 396]
hex-code-line: #A7A6AA #A9AAAC #A8A8A8 #AEAEAE #A6A6A6 #A8A8A8 #ACACAC #AAAAAB #A7A7A7 #A9A9A9 #ABABAB #A9A8A9 #ABABAB #A6A6A6 #ACACAC #A6A6A7 #A5A5A5 #A7A7A7 #ACACAC #A9A9A9 #A9A8A8 #A8A8A8 #AAAAAA #A9A9A9 #AAAAAA #ABABAB #A9A9A9 #A7A7A7: [28, 199, 1245, 208]
hex-code-line: #A5A5A5 #A6A6A6 #A4A4A4 #A5A5A5 #A7A7A7 #A6A6A6 #A4A4A4 #A5A5A5 #A6A6A6 #A5A5A5 #A3A3A3 #A4A4A4 #A5A5A5 #A4A4A4 #A2A2A2 #A3A3A3 #A4A4A4 #A3A3A3 #A1A1A1 #A2A2A2 #A3A3A3 #A2A2A2 #A0A0A0 #A1A1A1 #A2A2A2 #A1A1A1 #9F9F9F #A0A0A0: [28, 340, 1245, 349]
hex-code-line: #A6A6A6 #A7A7A7 #A5A5A5 #A6A6A6 #A8A8A8 #A7A7A7 #A5A5A5 #A6A6A6 #A7A7A7 #A6A6A6 #A4A4A4 #A5A5A5 #A6A6A6 #A5A5A5 #A3A3A3 #A4A4A4 #A5A5A5 #A4A4A4 #A2A2A2 #A3A3A3 #A4A4A4 #A3A3A3 #A1A1A1 #A2A2A2 #A3A3A3 #A2A2A2 #A0A0A0 #A1A1A1: [28, 1188, 1245, 1197]
hex-code-line: #233A5A #233B5A #243B5B #243C5B #253C5C #253D5C #263D5D #263E5D #273E5E #273F5E #283F5F #28405F #294060 #294160 #2A4161 #2A4261 #2B4262 #2B4362 #2C4363 #2C4463 #2D4464 #2D4564 #2E4565 #2E4665 #2F4666 #2F4766 #304767 #304867: [28, 1461, 1245, 1470]
hex-code-line: #BDBDBD #BCBCBC #BEBEBE #BDBDBD #BBBBBB #BCBCBC #BDBDBD #BCBCBC #BABABA #BBBBBB #BCBCBC #BBBBBB #B9B9B9 #BABABA #BBBBBB #BABABA #B8B8B8 #B9B9B9 #BABABA #B9B9B9 #B7B7B7 #B8B8B8 #B9B9B9 #B8B8B8 #B6B6B6 #B7B7B7 #B8B8B8 #B7B7B7: [28, 406, 1245, 415]
hex-code-line: #0A2140 #0B2241 #0C2342 #0D2443 #0E2444 #0F2545 #102646 #112747 #122848 #122849 #132949 #142A4A #152B4B #152C4C #162C4D #172D4D #182E4E #182F4F #193050 #1A3050 #1B3151 #1B3252 #1C3353 #1D3353 #1E3454 #1E3555 #1F3656 #203656: [28, 321, 1245, 330]
hex-code-line: #51525C #565864 #576B2 #566118 #373841 #4D5159 #72777F #868991 #95979C #9A9B9F #A2A4A6 #929195 #928F94 #9A7AB #6B6E79 #5E61A #5C5F6A #868780 #A9A8AC #9F9EA3 #95969B #9D9DA1 #A5A5A8 #A6A5A8 #AFAEB0 #C3C1C1 #C7C5C4 #CAC7C6 #CAC8C7: [28, 86, 1245, 95]
hex-code-line: #9F9F9F #A0A0A0 #9E9E9E #9F9F9F #A1A1A1 #A0A0A0 #9E9E9E #9F9F9F #A0A0A0 #9F9F9F #9D9D9D #9E9E9E #9F9F9F #9E9E9E #9C9C9C #9D9D9D #9E9E9E #9D9D9D #9B9B9B #9C9C9C #9D9D9D #9C9C9C #9A9A9A #9B9B9B #9C9C9C #9B9B9B #999999 #9A9A9A: [28, 1565, 1245, 1574]
hex-code-line: #A2A2A2 #A3A3A3 #A1A1A1 #A2A2A2 #A4A4A4 #A3A3A3 #A1A1A1 #A2A2A2 #A3A3A3 #A2A2A2 #A0A0A0 #A1A1A1 #A2A2A2 #A1A1A1 #9F9F9F #A0A0A0 #A1A1A1 #A0A0A0 #9E9E9E #9F9F9F #A0A0A0 #9F9F9F #9D9D9D #9E9E9E #9F9F9F #9E9E9E #9C9C9C #9D9D9D: [28, 1377, 1245, 1386]
hex-code-line: #C4C2C1 #C3C1C0 #C5C3C2 #C4C2C1 #C3C1C0 #C2C0BF #C3C1C0 #C4C2C1 #C3C1C0 #C2C0BF #C1BFBE #C2C0BF #C3C1C0 #C2C0BF #C1BFBE #C0BEBD #C1BFBE #C2C0BF #C1BFBE #C0BEBD #BFBDBC #C0BEBD #C1BFBE #C0BEBD #BFBDBC #BEBCBB #BFBDBC #C0BEBD: [28, 1292, 1245, 1301]
hex-code-line: #0A2241 #0B2342 #0C2443 #0D2444 #0E2545 #0F2646 #102747 #102848 #112849 #122949 #132A4A #132B4B #142B4C #152C4D #162D4D #162E4E #172E4F #182F50 #193050 #193151 #1A3252 #1B3253 #1C3353 #1C3454 #1D3555 #1E3556 #1F3656 #1F3757: [28, 1546, 1245, 1555]
hex-code-line: #C7C5C5 #C7C5C4 #C9C7C6 #CAC8C7 #CACAC9 #CAC8C7 #C9C7C6 #C9C7C6 #C9C7C6 #C8C6C5 #C8C6C5 #C9C7C6 #C9C7C6 #C8C6C5 #C7C5C4 #C8C6C5 #C9C7C6 #C8C6C5 #C8C6C5 #C9C7C6 #C9C7C6 #C8C6C5 #C8C6C5 #C7C5C4 #C7C5C4 #C8C6C5 #C8C6C5 #C7C5C4: [28, 255, 1245, 264]
hex-code-line: #CBC9C9 #CAC8C8 #CCCACA #CBC9C9 #CAC8C8 #C9C7C7 #CAC8C8 #CBC9C9 #CAC8C8 #C9C7C7 #C8C6C6 #C9C7C7 #CAC8C8 #C9C7C7 #C8C6C6 #C7C5C5 #C8C6C6 #C9C7C7 #C8C6C6 #C7C5C5 #C6C4C4 #C7C5C5 #C8C6C6 #C7C5C5 #C6C4C4 #C5C3C3 #C6C4C4 #C7C5C5: [28, 774, 1245, 783]
hex-code-line: #A7A7A7 #A8A8A8 #A6A6A6 #A7A7A7 #A9A9A9 #A8A8A8 #A6A6A6 #A7A7A7 #A8A8A8 #A7A7A7 #A5A5A5 #A6A6A6 #A7A7A7 #A6A6A6 #A4A4A4 #A5A5A5 #A6A6A6 #A5A5A5 #A3A3A3 #A4A4A4 #A5A5A5 #A4A4A4 #A2A2A2 #A3A3A3 #A4A4A4 #A3A3A3 #A1A1A1 #A2A2A2: [28, 670, 1245, 679]
hex-code-line: #C9C7C6 #C8C6C5 #CAC8C7 #C9C7C6 #C8C6C5 #C7C5C4 #C8C6C5 #C9C7C6 #C8C6C5 #C7C5C4 #C6C4C3 #C7C5C4 #C8C6C5 #C7C5C4 #C6C4C3 #C5C3C2 #C6C4C3 #C7C5C4 #C6C4C3 #C5C3C2 #C4C2C1 #C5C3C2 #C6C4C3 #C5C3C2 #C4C2C1 #C3C1C0 #C4C2C1 #C5C3C2: [28, 350, 1245, 359]
hex-code-line: #0B2342 #0C2443 #0D2544 #0E2545 #0F2646 #102747 #112848 #112949 #122949 #132A4A #142B4B #142C4C #152C4D #162D4D #172E4E #172F4F #182F50 #193050 #1A3151 #1A3252 #1B3353 #1C3353 #1D3454 #1D3555 #1E3656 #1F3656 #203757 #203858: [28, 792, 1245, 801]
hex-code-line: #233A5A #233B5A #243B5B #243C5B #253C5C #253D5C #263D5D #263E5D #273E5E #273F5E #283F5F #28405F #294060 #294160 #2A4161 #2A4261 #2B4262 #2B4362 #2C4363 #2C4463 #2D4464 #2D4564 #2E4565 #2E4665 #2F4666 #2F4766 #304767 #304867: [28, 1179, 1245, 1188]
hex-code-line: #AEAEAE #ADADAD #AFAFAF #ACACAC #ABABAB #AEAEAE #ADADAD #ACACAC #AAAAAA #ABABAB #ADADAD #ACACAC #ABABAB #AAAAAA #A9A9A9 #ABABAB #ACACAC #AAAAAA #A9A9A9 #A8A8A8 #AAAAAA #A9A9A9 #A8A8A8 #A7A7A7 #A9A9A9 #A8A8A8 #A7A7A7 #A6A6A6: [28, 293, 1245, 302]
hex-code-line: #C7C5C4 #C6C4C3 #C8C6C5 #C7C5C4 #C6C4C3 #C5C3C2 #C6C4C3 #C7C5C4 #C6C4C3 #C5C3C2 #C4C2C1 #C5C3C2 #C6C4C3 #C5C3C2 #C4C2C1 #C3C1C0 #C4C2C1 #C5C3C2 #C4C2C1 #C3C1C0 #C2C0BF #C3C1C0 #C4C2C1 #C3C1C0 #C2C0BF #C1BFBE #C2C0BF #C3C1C0: [28, 1103, 1245, 1112]
hex-code-line: #AAAAAA #ABABAB #A9A9A9 #AAAAAA #ACACAC #ABABAB #A9A9A9 #AAAAAA #ABABAB #AAAAAA #A8A8A8 #A9A9A9 #AAAAAA #A9A9A9 #A7A7A7 #A8A8A8 #A9A9A9 #A8A8A8 #A6A6A6 #A7A7A7 #A8A8A8 #A7A7A7 #A5A5A5 #A6A6A6 #A7A7A7 #A6A6A6 #A4A4A4 #A5A5A5: [28, 623, 1245, 632]
hex-code-line: #0C2443 #0D2544 #0E2645 #0F2646 #102747 #112848 #122949 #122A4A #132A4A #142B4B #152C4C #152D4D #162D4E #172E4E #182F4F #183050 #193051 #1A3151 #1B3252 #1B3353 #1C3454 #1D3454 #1E3555 #1E3656 #1F3757 #203757 #213858 #213959: [28, 463, 1245, 472]
hex-code-line: #BBBBBB #BABABA #BCBCBC #BBBBBB #B9B9B9 #BABABA #BBBBBB #BABABA #B8B8B8 #B9B9B9 #BABABA #B9B9B9 #B7B7B7 #B8B8B8 #B9B9B9 #B8B8B8 #B6B6B6 #B7B7B7 #B8B8B8 #B7B7B7 #B5B5B5 #B6B6B6 #B7B7B7 #B6B6B6 #B4B4B4 #B5B5B5 #B6B6B6 #B5B5B5: [28, 689, 1245, 698]
hex-code-line: #1D314D #1D314E #1E334F #1E334F #1D3350 #1F3450 #1E3451 #1E3451 #1F3452 #1E3452 #203451 #203552 #205553 #213752 #223753 #223854 #233855 #243955 #243956 #253957 #253A57 #263A58 #273A58 #263A59 #283B59 #293B5A #2A3C5A #2B3C5C: [28, 133, 1245, 142]
hex-code-line: #0C2443 #0D2544 #0E2645 #0F2646 #102747 #112848 #122949 #122A4A #132A4A #142B4B #152C4C #152D4D #162D4E #172E4E #182F4F #183050 #193051 #1A3151 #1B3252 #1B3353 #1C3454 #1D3454 #1E3555 #1E3656 #1F3757 #203757 #213858 #213959: [28, 1311, 1245, 1320]
hex-code-line: #BEBEBE #BDBDBD #BFBFBF #BEBEBE #BCBCBC #BDBDBD #BEBEBE #BDBDBD #BBBBBB #BCBCBC #BDBDBD #BCBCBC #BABABA #BBBBBB #BCBCBC #BBBBBB #B9B9B9 #BABABA #BBBBBB #BABABA #B8B8B8 #B9B9B9 #BABABA #B9B9B9 #B7B7B7 #B8B8B8 #B9B9B9 #B8B8B8: [28, 642, 1245, 651]
hex-code-line: #C6C4C3 #C5C3C2 #C7C5C4 #C6C4C3 #C5C3C2 #C4C2C1 #C5C3C2 #C6C4C3 #C5C3C2 #C4C2C1 #C3C1C0 #C4C2C1 #C5C3C2 #C4C2C1 #C3C1C0 #C2C0BF #C3C1C0 #C4C2C1 #C3C1C0 #C2C0BF #C1BFBE #C2C0BF #C3C1C0 #C2C0BF #C1BFBE #C0BEBD #C1BFBE #C2C0BF: [28, 1245, 1245, 1254]
hex-code-line: #B8B8B8 #B7B7B7 #B9B9B9 #B8B8B8 #B6B6B6 #B7B7B7 #B8B8B8 #B7B7B7 #B5B5B5 #B6B6B6 #B7B7B7 #B6B6B6 #B4B4B4 #B5B5B5 #B6B6B6 #B5B5B5 #B3B3B3 #B4B4B4 #B5B5B5 #B4B4B4 #B2B2B2 #B3B3B3 #B4B4B4 #B3B3B3 #B1B1B1 #B2B2B2 #B3B3B3 #B2B2B2: [28, 359, 1245, 368]
hex-code-line: #223959 #223A59 #233A5A #233B5A #243B5B #243C5B #253C5C #253D5C #263D5D #263E5D #273E5E #273F5E #283F5F #28405F #294060 #294160 #2A4161 #2A4261 #2B4262 #2B4362 #2C4363 #2C4463 #2D4464 #2D4564 #2E4565 #2E4665 #2F4666 #2F4766: [28, 802, 1245, 811]
hex-code-line: #223959 #223A59 #233A5A #233B5A #243B5B #243C5B #253C5C #253D5C #263D5D #263E5D #273E5E #273F5E #283F5F #28405F #294060 #294160 #2A4161 #2A4261 #2B4262 #2B4362 #2C4363 #2C4463 #2D4464 #2D4564 #2E4565 #2E4665 #2F4666 #2F4766: [28, 1508, 1245, 1517]
hex-code-line: #A7A7A7 #A8A8A8 #A6A6A6 #A7A7A7 #A9A9A9 #A8A8A8 #A6A6A6 #A7A7A7 #A8A8A8 #A7A7A7 #A5A5A5 #A6A6A6 #A7A7A7 #A6A6A6 #A4A4A4 #A5A5A5 #A6A6A6 #A5A5A5 #A3A3A3 #A4A4A4 #A5A5A5 #A4A4A4 #A2A2A2 #A3A3A3 #A4A4A4 #A3A3A3 #A1A1A1 #A2A2A2: [28, 1047, 1245, 1056]
hex-code-line: #A0A0A0 #A1A1A1 #9F9F9F #A0A0A0 #A2A2A2 #A1A1A1 #9F9F9F #A0A0A0 #A1A1A1 #A0A0A0 #9E9E9E #9F9F9F #A0A0A0 #9F9F9F #9D9D9D #9E9E9E #9F9F9F #9E9E9E #9C9C9C #9D9D9D #9E9E9E #9D9D9D #9B9B9B #9C9C9C #9D9D9D #9C9C9C #9A9A9A #9B9B9B: [28, 1424, 1245, 1433]
hex-code-line: #2B3D5E #2D3F5F #2E4060 #2E405F #2E405F #2C4060 #34455F #334461 #2F435F #3B495B #505464 #686B75 #8B8C8B #A9A9A9 #9F9F9F #B6B6BC #8A8C8C #696B6F #A8A7A7 #A8A7A6 #AEAEAE #ADACAD #A9A9A9 #8E8E8C #878A87 #A5A5A3 #A3A4A3 #9C9C9E: [28, 142, 1245, 151]
hex-code-line: #C5C3C2 #C4C2C1 #C6C4C3 #C5C3C2 #C4C2C1 #C3C1C0 #C4C2C1 #C5C3C2 #C4C2C1 #C3C1C0 #C2C0BF #C3C1C0 #C4C2C1 #C3C1C0 #C2C0BF #C1BFBE #C2C0BF #C3C1C0 #C2C0BF #C1BFBE #C0BEBD #C1BFBE #C2C0BF #C1BFBE #C0BEBD #BFBDBC #C0BEBD #C1BFBE: [28, 1386, 1245, 1395]
hex-code-line: #CCCACA #CBC9C9 #CDCBCB #CCCACA #CBC9C9 #CAC8C8 #CBC9C9 #CCCACA #CBC9C9 #CAC8C8 #C9C7C7 #CAC8C8 #CBC9C9 #CAC8C8 #C9C7C7 #C8C6C6 #C9C7C7 #CAC8C8 #C9C7C7 #C8C6C6 #C7C5C5 #C8C6C6 #C9C7C7 #C8C6C6 #C7C5C5 #C6C4C4 #C7C5C5 #C8C6C6: [28, 632, 1245, 641]
hex-code-line: #ABABAA #A9A9A9 #AAAAAA #ACACAC #A9A9A9 #A7A7A7 #A8A8A8 #A9A9A9 #A6A6A6 #A4A4A4 #A8A8A8 #A7A7A7 #A8A8A8 #A6A6A6 #A5A5A5 #AAAAAA #A8A8A8 #AAAAAA #A6A6A6 #A9A9A9 #A8A8A8 #AAAAAA #A8A8A8 #A6A6A6 #A7A7A7 #A9A9A9 #AAAAAA #A8A8A8: [28, 246, 1245, 255]
hex-code-line: #B5B5B5 #B4B4B4 #B6B6B6 #B5B5B5 #B3B3B3 #B4B4B4 #B5B5B5 #B4B4B4 #B2B2B2 #B3B3B3 #B4B4B4 #B3B3B3 #B1B1B1 #B2B2B2 #B3B3B3 #B2B2B2 #B0B0B0 #B1B1B1 #B2B2B2 #B1B1B1 #AFAFAF #B0B0B0 #B1B1B1 #B0B0B0 #AEAEAE #AFAFAF #B0B0B0 #AFAFAF: [28, 1301, 1245, 1310]
hex-code-line: #0B2342 #0C2443 #0D2544 #0E2545 #0F2646 #102747 #112848 #112949 #122949 #132A4A #142B4B #142C4C #152C4D #162D4D #172E4E #172F4F #182F50 #193050 #1A3151 #1A3252 #1B3353 #1C3353 #1D3454 #1D3555 #1E3656 #1F3656 #203757 #203858: [28, 1358, 1245, 1367]
hex-code-line: #A5A5A5 #A6A6A6 #A4A4A4 #A5A5A5 #A7A7A7 #A6A6A6 #A4A4A4 #A5A5A5 #A6A6A6 #A5A5A5 #A3A3A3 #A4A4A4 #A5A5A5 #A4A4A4 #A2A2A2 #A3A3A3 #A4A4A4 #A3A3A3 #A1A1A1 #A2A2A2 #A3A3A3 #A2A2A2 #A0A0A0 #A1A1A1 #A2A2A2 #A1A1A1 #9F9F9F #A0A0A0: [28, 953, 1245, 962]
hex-code-line: #233A5A #233B5A #243B5B #243C5B #253C5C #253D5C #263D5D #263E5D #273E5E #273F5E #283F5F #28405F #294060 #294160 #2A4161 #2A4261 #2B4262 #2B4362 #2C4363 #2C4463 #2D4464 #2D4564 #2E4565 #2E4665 #2F4666 #2F4766 #304767 #304867: [28, 1037, 1245, 1046]
hex-code-line: #A4A4A4 #A5A5A5 #A3A3A3 #A4A4A4 #A6A6A6 #A5A5A5 #A3A3A3 #A4A4A4 #A5A5A5 #A4A4A4 #A2A2A2 #A3A3A3 #A4A4A4 #A3A3A3 #A1A1A1 #A2A2A2 #A3A3A3 #A2A2A2 #A0A0A0 #A1A1A1 #A2A2A2 #A1A1A1 #9F9F9F #A0A0A0 #A1A1A1 #A0A0A0 #9E9E9E #9F9F9F: [28, 858, 1245, 867]
hex-code-line: #A8A8A8 #A9A9A9 #A7A7A7 #A8A8A8 #AAAAAA #A9A9A9 #A7A7A7 #A8A8A8 #A9A9A9 #A8A8A8 #A6A6A6 #A7A7A7 #A8A8A8 #A7A7A7 #A5A5A5 #A6A6A6 #A7A7A7 #A6A6A6 #A4A4A4 #A5A5A5 #A6A6A6 #A5A5A5 #A3A3A3 #A4A4A4 #A5A5A5 #A4A4A4 #A2A2A2 #A3A3A3: [28, 905, 1245, 914]
hex-code-line: #213958 #213959 #223A59 #223A5A #233B5A #233B5B #243C5B #243C5C #253D5C #253D5D #263E5D #263E5E #273F5E #273F5F #28405F #284060 #294160 #294161 #2A4261 #2A4262 #2B4362 #2B4363 #2C4463 #2C4464 #2D4564 #2D4565 #2E4665 #2E4666: [28, 849, 1245, 858]
hex-code-line: #BDBDBD #BCBCBC #BEBEBE #BDBDBD #BBBBBB #BCBCBC #BDBDBD #BCBCBC #BABABA #BBBBBB #BCBCBC #BBBBBB #B9B9B9 #BABABA #BBBBBB #BABABA #B8B8B8 #B9B9B9 #BABABA #B9B9B9 #B7B7B7 #B8B8B8 #B9B9B9 #B8B8B8 #B6B6B6 #B7B7B7 #B8B8B8 #B7B7B7: [28, 783, 1245, 792]
hex-code-line: #0B2342 #0C2443 #0D2544 #0E2545 #0F2646 #102747 #112848 #112949 #122949 #132A4A #142B4B #142C4C #152C4D #162D4D #172E4E #172F4F #182F50 #193050 #1A3151 #1A3252 #1B3353 #1C3353 #1D3454 #1D3555 #1E3656 #1F3656 #203757 #203858: [28, 368, 1245, 377]
hex-code-line: #B7B7B7 #B6B6B6 #B8B8B8 #B7B7B7 #B5B5B5 #B6B6B6 #B7B7B7 #B6B6B6 #B4B4B4 #B5B5B5 #B6B6B6 #B5B5B5 #B3B3B3 #B4B4B4 #B5B5B5 #B4B4B4 #B2B2B2 #B3B3B3 #B4B4B4 #B3B3B3 #B1B1B1 #B2B2B2 #B3B3B3 #B2B2B2 #B0B0B0 #B1B1B1 #B2B2B2 #B1B1B1: [28, 1019, 1245, 1028]
hex-code-line: #213958 #213959 #223A59 #223A5A #233B5A #233B5B #243C5B #243C5C #253D5C #253D5D #263E5D #263E5E #273F5E #273F5F #28405F #284060 #294160 #294161 #2A4261 #2A4262 #2B4362 #2B4363 #2C4463 #2C4464 #2D4564 #2D4565 #2E4665 #2E4666: [28, 990, 1245, 999]
hex-code-line: #B7B7B7 #B6B6B6 #B8B8B8 #B7B7B7 #B5B5B5 #B6B6B6 #B7B7B7 #B6B6B6 #B4B4B4 #B5B5B5 #B6B6B6 #B5B5B5 #B3B3B3 #B4B4B4 #B5B5B5 #B4B4B4 #B2B2B2 #B3B3B3 #B4B4B4 #B3B3B3 #B1B1B1 #B2B2B2 #B3B3B3 #B2B2B2 #B0B0B0 #B1B1B1 #B2B2B2 #B1B1B1: [28, 1254, 1245, 1263]
hex-code-line: #0A2241 #0B2342 #0C2443 #0D2444 #0E2545 #0F2646 #102747 #102848 #112849 #122949 #132A4A #132B4B #142B4C #152C4D #162D4D #162E4E #172E4F #182F50 #193050 #193151 #1A3252 #1B3253 #1C3353 #1C3454 #1D3555 #1E3556 #1F3656 #1F3757: [28, 981, 1245, 990]
hex-code-line: #0A2241 #0B2342 #0C2443 #0D2444 #0E2545 #0F2646 #102747 #102848 #112849 #122949 #132A4A #132B4B #142B4C #152C4D #162D4D #162E4E #172E4F #182F50 #193050 #193151 #1A3252 #1B3253 #1C3353 #1C3454 #1D3555 #1E3556 #1F3656 #1F3757: [28, 1264, 1245, 1272]
hex-code-line: #A5A5A6 #A7A6A7 #A8A6A6 #AEAEAE #AEAEAE #A9A9A9 #A8A8A7 #ABABAB #A4A4A4 #A6A5A4 #A5A5A5 #A7A6A7 #A6A6A6 #A7A7A7 #ACACAC #AAAAA9 #A9A9A9 #ACACAC #A7A7A7 #A9A9A8 #A8A8A8 #A6A6A6 #A5A5A5 #A4A4A4 #A9A9A9 #A8A8A8 #A7A7A8 #A8A8A9: [28, 161, 1245, 170]
hex-code-line: #213958 #213959 #223A59 #223A5A #233B5A #233B5B #243C5B #243C5C #253D5C #253D5D #263E5D #263E5E #273F5E #273F5F #28405F #284060 #294160 #294161 #2A4261 #2A4262 #2B4362 #2B4363 #2C4463 #2C4464 #2D4564 #2D4565 #2E4665 #2E4666: [28, 425, 1245, 434]
hex-code-line: #A5A5A5 #A6A6A6 #A4A4A4 #A5A5A5 #A7A7A7 #A6A6A6 #A4A4A4 #A5A5A5 #A6A6A6 #A5A5A5 #A3A3A3 #A4A4A4 #A5A5A5 #A4A4A4 #A2A2A2 #A3A3A3 #A4A4A4 #A3A3A3 #A1A1A1 #A2A2A2 #A3A3A3 #A2A2A2 #A0A0A0 #A1A1A1 #A2A2A2 #A1A1A1 #9F9F9F #A0A0A0: [28, 717, 1245, 726]
hex-code-line: #C6C4C4 #C5C3C3 #C7C5C5 #C6C4C4 #C5C3C3 #C4C2C2 #C5C3C3 #C6C4C4 #C5C3C3 #C4C2C2 #C3C1C1 #C4C2C2 #C5C3C3 #C4C2C2 #C3C1C1 #C2C0C0 #C3C1C1 #C4C2C2 #C3C1C1 #C2C0C0 #C1BFBF #C2C0C0 #C3C1C1 #C2C0C0 #C1BFBF #C0BEBE #C1BFBF #C2C0C0: [28, 1480, 1245, 1489]
hex-code-line: #223959 #223A59 #233A5A #233B5A #243B5B #243C5B #253C5C #253D5C #263D5D #263E5D #273E5E #273F5E #283F5F #28405F #294060 #294160 #2A4161 #2A4261 #2B4262 #2B4362 #2C4363 #2C4463 #2D4464 #2D4564 #2E4565 #2E4665 #2F4666 #2F4766: [28, 519, 1245, 528]
hex-code-line: #C5C3C3 #C3C3C3 #C3C1C1 #C3C1C1 #C3C1C1 #CCBEBF #C2C0BF #C2C0C0 #BFBDBD #BCBABA #B9B7B7 #BCBBBC #BEBDBE #BBBABB #B7B6B7 #AFAEAE #B2B2B3 #B2B2B3 #938F8F #76745C #7B7A74 #A9A8AA #A7A373 #6E6A68 #8B9C9D #A8A8AA #AFAEB0 #AFAEB0 #AFAEB1: [28, 105, 1245, 114]
hex-code-line: #CAC8C7 #C9C7C6 #CBC9C8 #CAC8C7 #C9C7C6 #C8C6C5 #C9C7C6 #CAC8C7 #C9C7C6 #C8C6C5 #C7C5C4 #C8C6C5 #C9C7C6 #C8C6C5 #C7C5C4 #C6C4C3 #C7C5C4 #C8C6C5 #C7C5C4 #C6C4C3 #C5C3C2 #C6C4C3 #C7C5C4 #C6C4C3 #C5C3C2 #C4C2C1 #C5C3C2 #C6C4C3: [28, 679, 1245, 688]
hex-code-line: #C7C5C5 #C6C4C4 #C8C6C6 #C7C5C5 #C6C4C4 #C5C3C3 #C6C4C4 #C7C5C5 #C6C4C4 #C5C3C3 #C4C2C2 #C5C3C3 #C6C4C4 #C5C3C3 #C4C2C2 #C3C1C1 #C4C2C2 #C5C3C3 #C4C2C2 #C3C1C1 #C2C0C0 #C3C1C1 #C4C2C2 #C3C1C1 #C2C0C0 #C1BFBF #C2C0C0 #C3C1C1: [28, 1339, 1245, 1348]
hex-code-line: #A1A1A1 #A2A2A2 #A0A0A0 #A1A1A1 #A3A3A3 #A2A2A2 #A0A0A0 #A1A1A1 #A2A2A2 #A1A1A1 #9F9F9F #A0A0A0 #A1A1A1 #A0A0A0 #9E9E9E #9F9F9F #A0A0A0 #9F9F9F #9D9D9D #9E9E9E #9F9F9F #9E9E9E #9C9C9C #9D9D9D #9E9E9E #9D9D9D #9B9B9B #9C9C9C: [28, 1518, 1245, 1527]
